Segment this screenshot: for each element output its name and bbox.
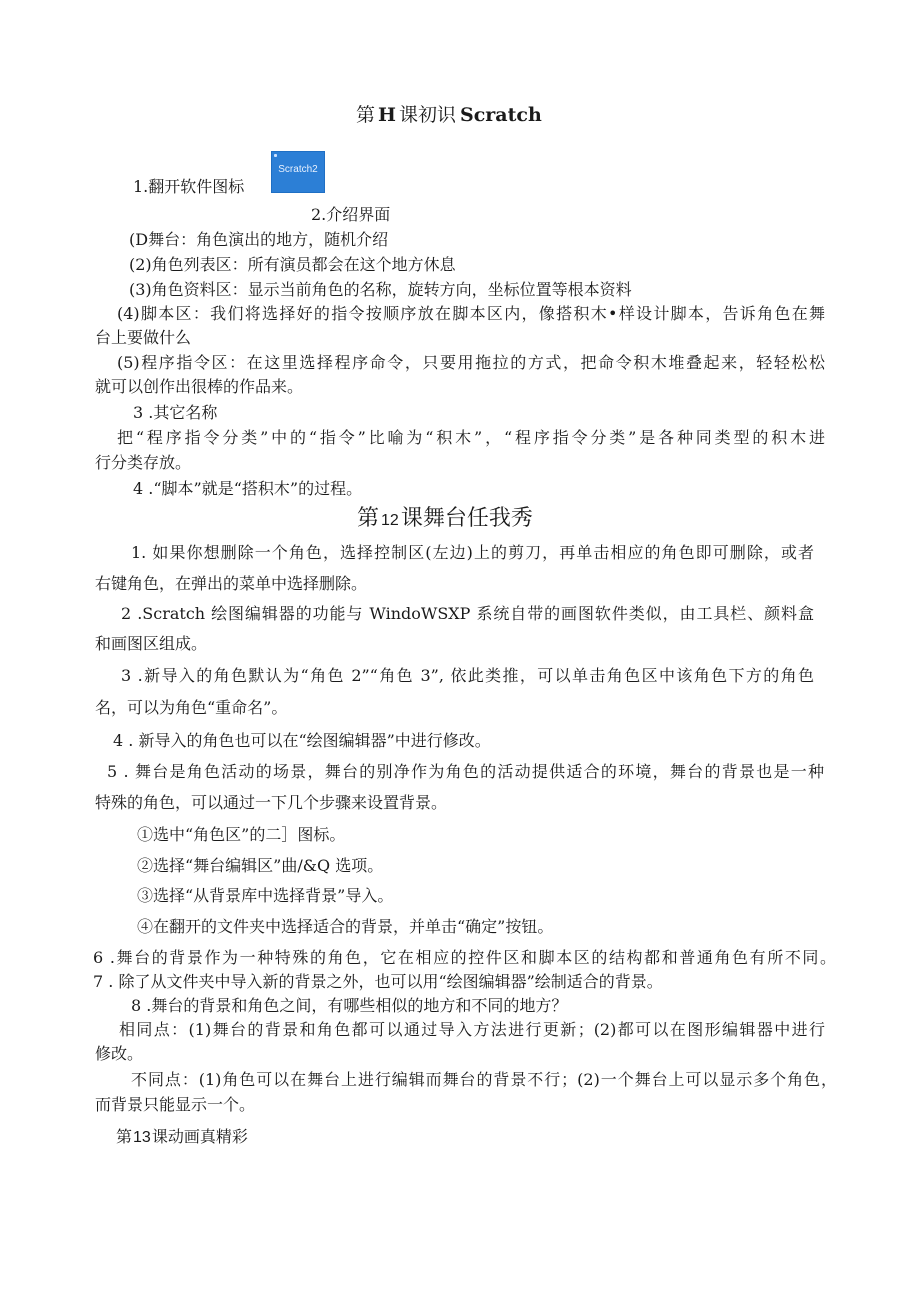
lesson-12-p7: 7 . 除了从文件夹中导入新的背景之外，也可以用“绘图编辑器”绘制适合的背景。 <box>93 972 663 991</box>
lesson-12-step-2: ②选择“舞台编辑区”曲/&Q 选项。 <box>137 856 384 875</box>
lesson-12-title <box>357 505 533 535</box>
lesson-12-p3-line-1: 3 .新导入的角色默认为“角色 2”“角色 3”, 依此类推，可以单击角色区中该角色下方的角色 <box>121 666 814 685</box>
scratch-app-icon <box>271 151 325 193</box>
lesson-12-same-line-2: 修改。 <box>95 1044 144 1063</box>
lesson-13-title <box>116 1126 248 1149</box>
lesson-11-title-post: 课初识 <box>398 104 456 126</box>
lesson-11-item-1: 1.翻开软件图标 <box>133 177 245 196</box>
lesson-12-p2-line-1: 2 .Scratch 绘图编辑器的功能与 WindoWSXP 系统自带的画图软件类似，由工具栏、颜料盒 <box>121 604 814 623</box>
lesson-12-diff-line-1: 不同点：(1)角色可以在舞台上进行编辑而舞台的背景不行；(2)一个舞台上可以显示多个角色， <box>131 1070 837 1089</box>
lesson-11-title-scratch: Scratch <box>459 104 542 126</box>
lesson-12-p5-line-2: 特殊的角色，可以通过一下几个步骤来设置背景。 <box>95 793 448 812</box>
lesson-11-title <box>356 104 542 126</box>
lesson-12-p5-line-1: 5 . 舞台是角色活动的场景，舞台的别净作为角色的活动提供适合的环境，舞台的背景也是一种 <box>107 762 824 781</box>
lesson-13-title-pre: 第 <box>116 1127 133 1146</box>
lesson-11-item-3-text-line-2: 行分类存放。 <box>95 453 192 472</box>
lesson-12-p6: 6 .舞台的背景作为一种特殊的角色，它在相应的控件区和脚本区的结构都和普通角色有所不同。 <box>93 948 836 967</box>
lesson-13-title-num: 13 <box>133 1129 151 1146</box>
lesson-12-p2-line-2: 和画图区组成。 <box>95 634 208 653</box>
lesson-13-title-post: 课动画真精彩 <box>151 1127 248 1146</box>
lesson-11-sub-4-line-1: (4)脚本区：我们将选择好的指令按顺序放在脚本区内，像搭积木•样设计脚本，告诉角色在舞 <box>117 304 825 323</box>
lesson-11-sub-4-line-2: 台上要做什么 <box>95 328 192 347</box>
lesson-11-sub-5-line-1: (5)程序指令区：在这里选择程序命令，只要用拖拉的方式，把命令积木堆叠起来，轻轻松松 <box>117 353 825 372</box>
lesson-12-p3-line-2: 名，可以为角色“重命名”。 <box>95 698 288 717</box>
lesson-12-title-num: 12 <box>381 512 399 529</box>
lesson-11-sub-5-line-2: 就可以创作出很棒的作品来。 <box>95 377 304 396</box>
lesson-11-item-3: 3 .其它名称 <box>133 403 218 422</box>
lesson-12-title-pre: 第 <box>357 506 380 531</box>
lesson-12-step-3: ③选择“从背景库中选择背景”导入。 <box>137 886 394 905</box>
icon-dot <box>274 154 277 157</box>
lesson-11-item-2: 2.介绍界面 <box>311 205 391 224</box>
lesson-12-p1-line-1: 1. 如果你想删除一个角色，选择控制区(左边)上的剪刀，再单击相应的角色即可删除，或者 <box>131 543 814 562</box>
lesson-12-diff-line-2: 而背景只能显示一个。 <box>95 1095 256 1114</box>
lesson-12-same-line-1: 相同点：(1)舞台的背景和角色都可以通过导入方法进行更新；(2)都可以在图形编辑器中进行 <box>119 1020 825 1039</box>
lesson-12-step-1: ①选中“角色区”的二］图标。 <box>137 825 346 844</box>
lesson-12-step-4: ④在翻开的文件夹中选择适合的背景，并单击“确定”按钮。 <box>137 917 554 936</box>
lesson-11-item-3-text-line-1: 把“程序指令分类”中的“指令”比喻为“积木”，“程序指令分类”是各种同类型的积木进 <box>117 428 825 447</box>
lesson-12-p1-line-2: 右键角色，在弹出的菜单中选择删除。 <box>95 574 368 593</box>
lesson-11-title-letter: H <box>378 104 396 126</box>
lesson-11-sub-3: (3)角色资料区：显示当前角色的名称，旋转方向，坐标位置等根本资料 <box>129 280 632 299</box>
lesson-11-sub-1: (D舞台：角色演出的地方，随机介绍 <box>129 230 389 249</box>
lesson-11-sub-2: (2)角色列表区：所有演员都会在这个地方休息 <box>129 255 456 274</box>
lesson-11-item-4: 4 .“脚本”就是“搭积木”的过程。 <box>133 479 363 498</box>
lesson-11-title-pre: 第 <box>356 104 376 126</box>
lesson-12-title-post: 课舞台任我秀 <box>400 506 533 531</box>
lesson-12-p4: 4 . 新导入的角色也可以在“绘图编辑器”中进行修改。 <box>113 731 491 750</box>
scratch-icon-label: Scratch2 <box>278 164 318 175</box>
lesson-12-p8: 8 .舞台的背景和角色之间，有哪些相似的地方和不同的地方？ <box>131 996 568 1015</box>
